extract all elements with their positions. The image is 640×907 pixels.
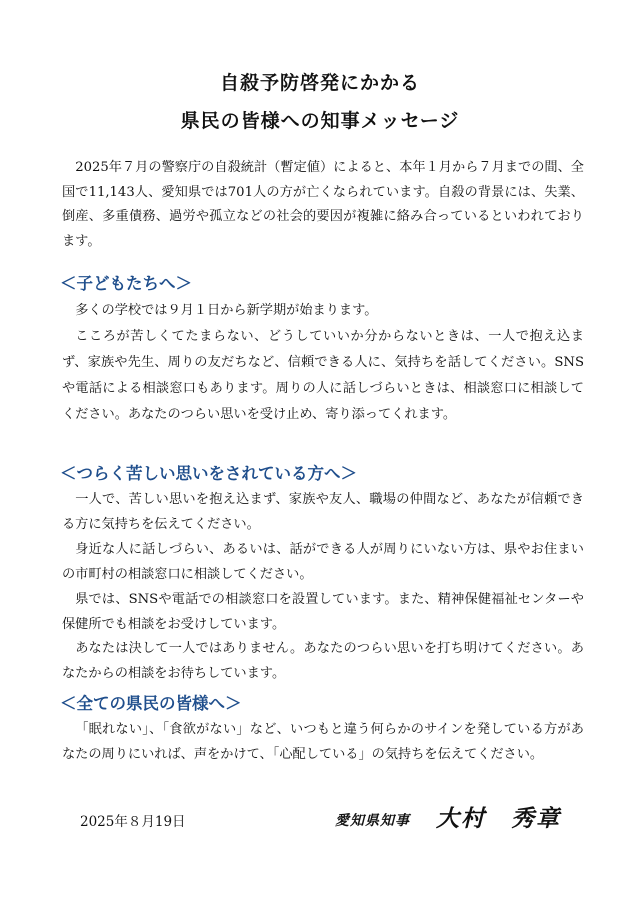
- all-residents-heading: ＜全ての県民の皆様へ＞: [60, 694, 242, 713]
- children-heading: ＜子どもたちへ＞: [60, 274, 192, 293]
- title-line-2: 県民の皆様への知事メッセージ: [180, 110, 460, 132]
- signature-name: 大村 秀章: [436, 805, 561, 832]
- suffering-paragraph-2: 身近な人に話しづらい、あるいは、話ができる人が周りにいない方は、県やお住まいの市町村の相談窓口に相談してください。: [62, 542, 584, 582]
- children-paragraph-2: こころが苦しくてたまらない、どうしていいか分からないときは、一人で抱え込まず、家族や先生、周りの友だちなど、信頼できる人に、気持ちを話してください。SNSや電話による相談窓口もあります。周りの人に話しづらいときは、相談窓口に相談してください。あなたのつらい思いを受け止め、寄り添ってくれます。: [62, 329, 584, 422]
- suffering-heading: ＜つらく苦しい思いをされている方へ＞: [60, 464, 357, 483]
- message-date: 2025年８月19日: [80, 814, 186, 830]
- signature-title: 愛知県知事: [335, 813, 410, 829]
- suffering-paragraph-1: 一人で、苦しい思いを抱え込まず、家族や友人、職場の仲間など、あなたが信頼できる方に気持ちを伝えてください。: [62, 492, 584, 532]
- intro-paragraph: 2025年７月の警察庁の自殺統計（暫定値）によると、本年１月から７月までの間、全国で11,143人、愛知県では701人の方が亡くなられています。自殺の背景には、失業、倒産、多重債務、過労や孤立などの社会的要因が複雑に絡み合っているといわれております。: [62, 160, 584, 249]
- suffering-paragraph-3: 県では、SNSや電話での相談窓口を設置しています。また、精神保健福祉センターや保健所でも相談をお受けしています。: [62, 592, 584, 632]
- all-residents-paragraph: 「眠れない」、「食欲がない」など、いつもと違う何らかのサインを発している方があなたの周りにいれば、声をかけて、「心配している」の気持ちを伝えてください。: [62, 722, 584, 762]
- children-paragraph-1: 多くの学校では９月１日から新学期が始まります。: [75, 303, 378, 318]
- suffering-paragraph-4: あなたは決して一人ではありません。あなたのつらい思いを打ち明けてください。あなたからの相談をお待ちしています。: [62, 641, 584, 681]
- title-line-1: 自殺予防啓発にかかる: [219, 72, 420, 94]
